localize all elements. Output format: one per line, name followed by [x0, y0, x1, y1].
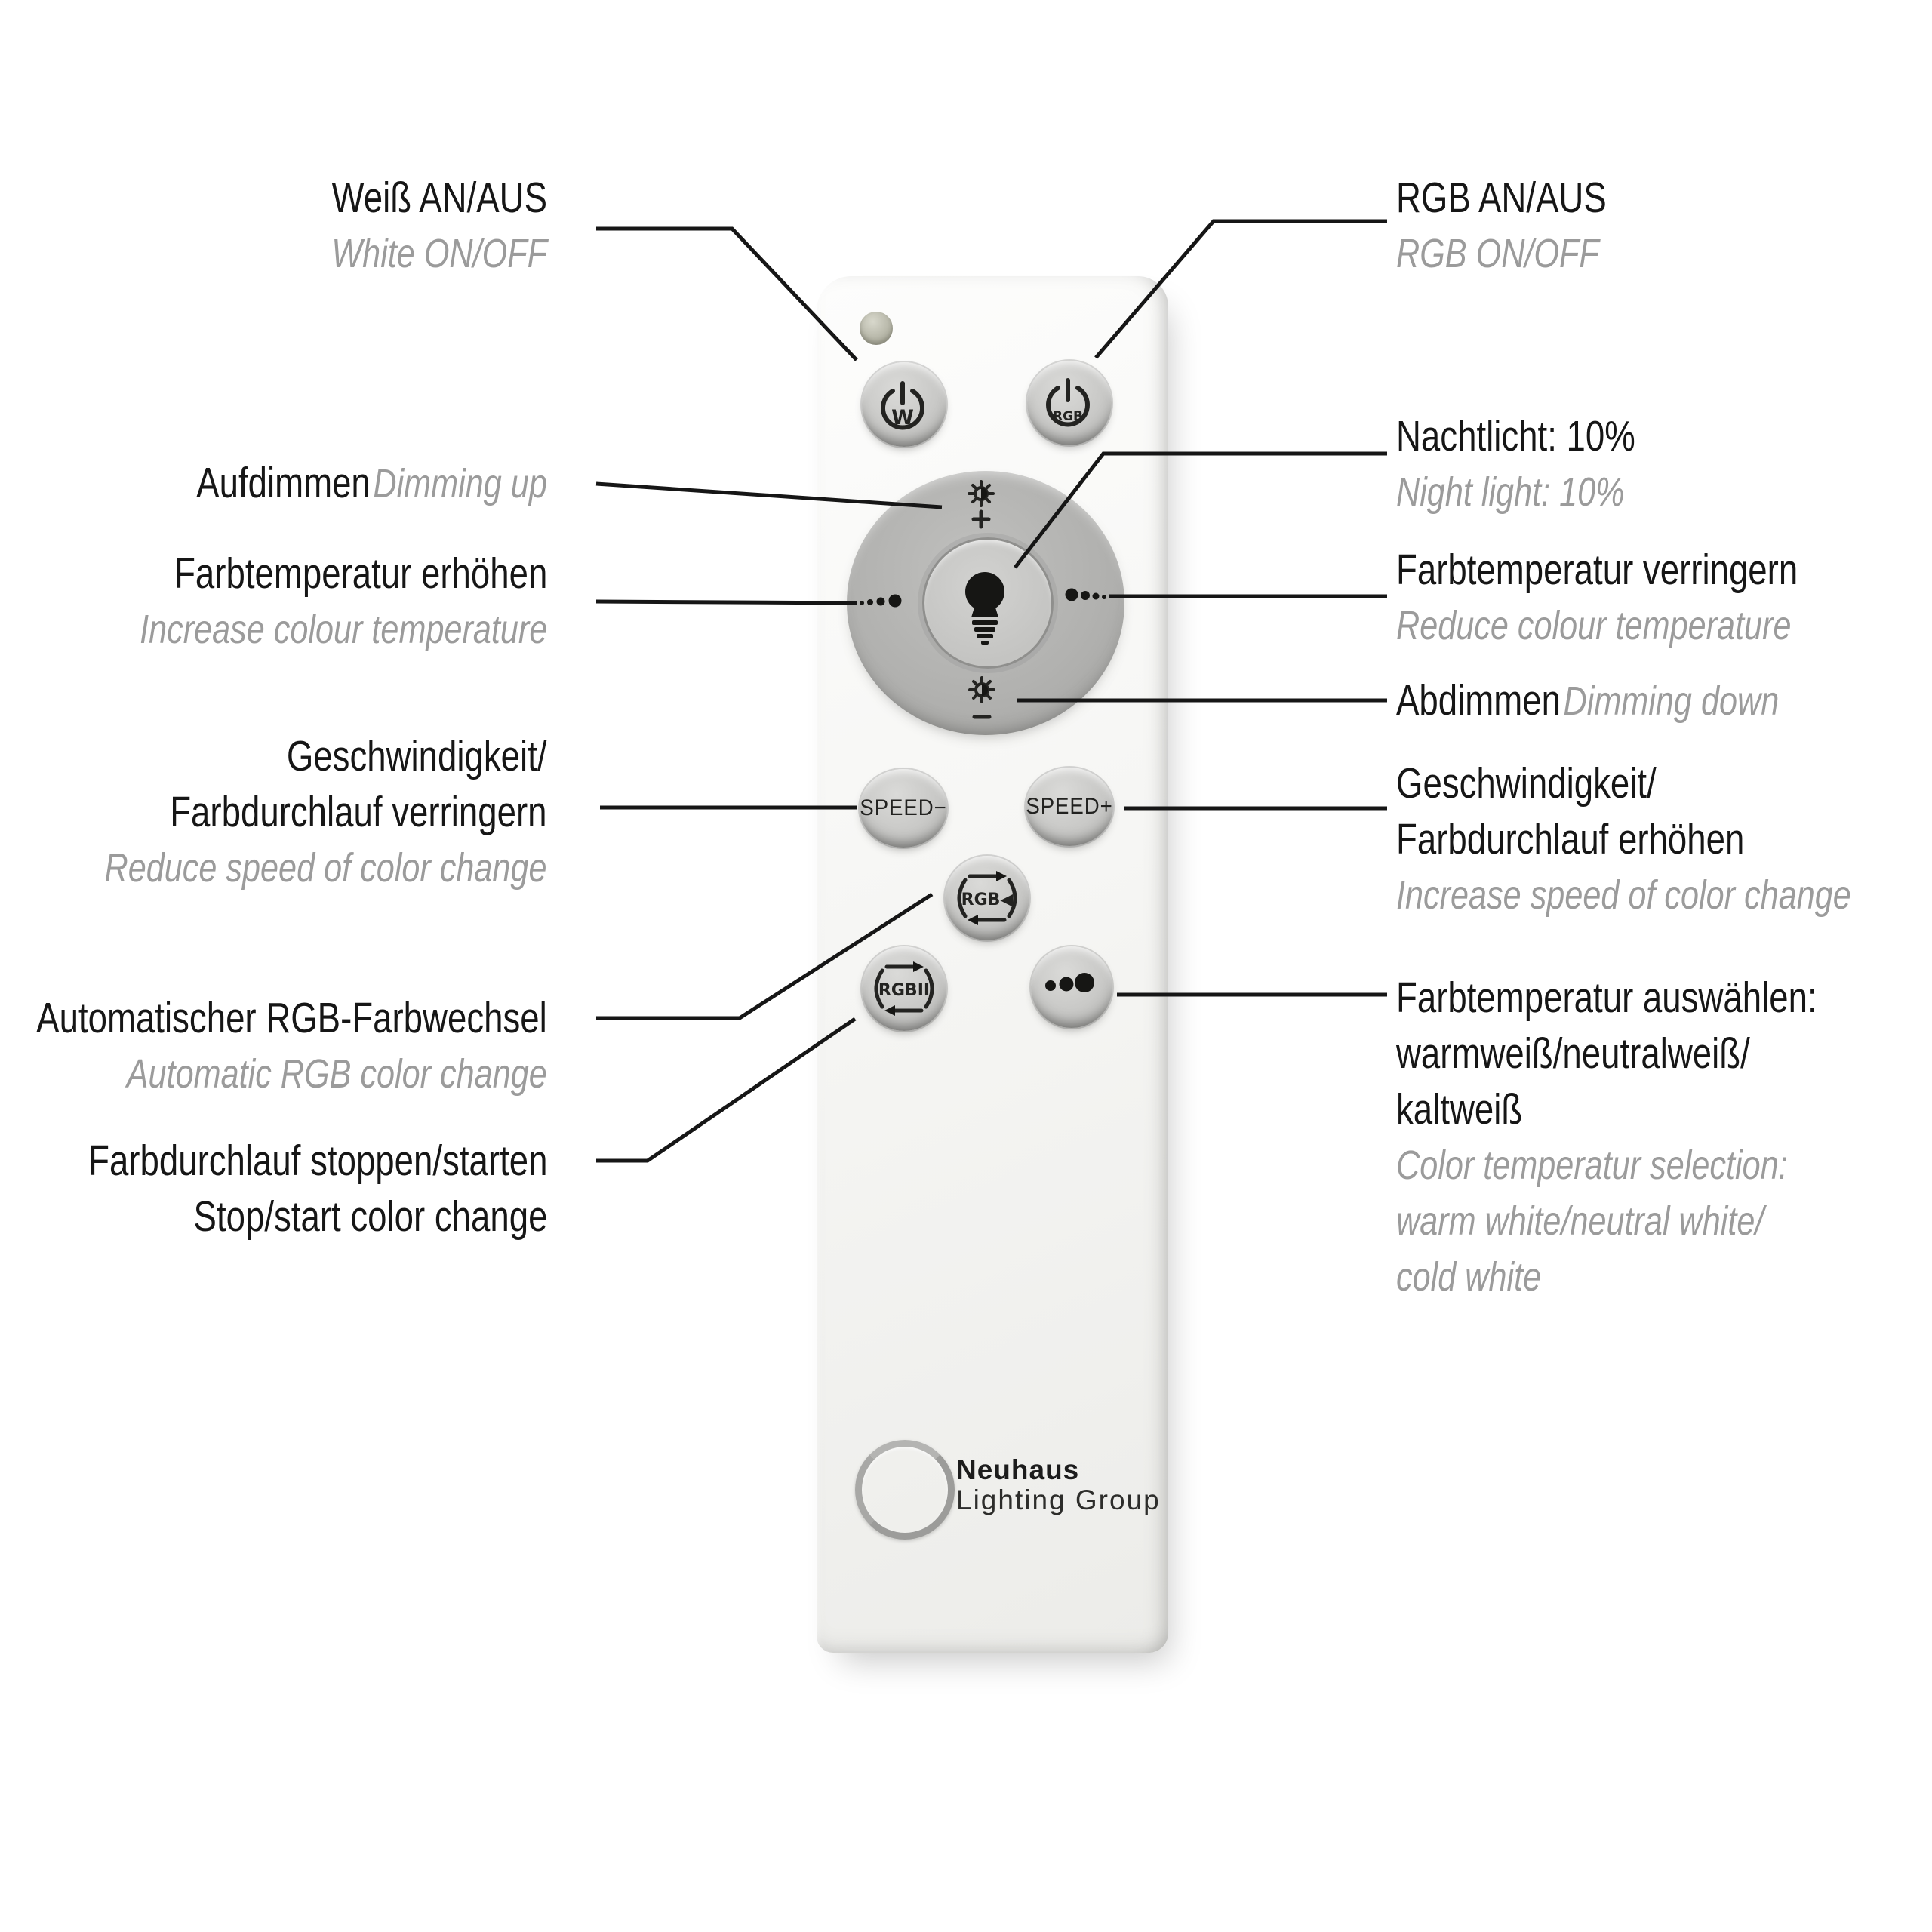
logo-brand-group: Lighting Group — [956, 1484, 1161, 1515]
label-white-on-off — [331, 170, 547, 281]
label-en: Night light: 10% — [1396, 469, 1625, 515]
speed-minus-label: SPEED− — [860, 795, 947, 820]
label-en: Reduce colour temperature — [1396, 603, 1792, 648]
label-en: Dimming up — [373, 461, 547, 506]
neuhaus-logo-ring-icon — [855, 1440, 955, 1540]
label-de: Automatischer RGB-Farbwechsel — [36, 994, 547, 1042]
speed-plus-label: SPEED+ — [1026, 794, 1113, 819]
label-en: RGB ON/OFF — [1396, 231, 1599, 276]
rgb-program-button[interactable] — [862, 946, 946, 1031]
label-de: Farbtemperatur verringern — [1396, 546, 1798, 594]
rgb-program-label: RGBII — [878, 981, 931, 1000]
label-de: Farbdurchlauf verringern — [170, 788, 547, 836]
power-white-button[interactable] — [862, 362, 946, 447]
logo-brand-name: Neuhaus — [956, 1454, 1080, 1485]
label-dimming-up — [196, 455, 547, 522]
remote-control-body — [817, 276, 1168, 1653]
power-rgb-button[interactable] — [1027, 361, 1112, 445]
label-en: Increase speed of color change — [1396, 872, 1851, 918]
label-en: White ON/OFF — [331, 231, 547, 276]
speed-minus-button[interactable] — [860, 769, 947, 848]
label-increase-speed — [1396, 755, 1851, 923]
speed-plus-button[interactable] — [1026, 768, 1113, 846]
label-de: Geschwindigkeit/ — [287, 732, 547, 780]
label-de: Farbtemperatur erhöhen — [174, 549, 547, 598]
power-rgb-letters: RGB — [1052, 409, 1084, 424]
night-light-center-button[interactable] — [922, 537, 1054, 669]
label-de: Aufdimmen — [196, 459, 371, 507]
label-en: Reduce speed of color change — [104, 845, 547, 891]
label-en: Stop/start color change — [193, 1192, 547, 1241]
label-en: Automatic RGB color change — [126, 1051, 547, 1097]
power-w-letter: W — [891, 406, 914, 429]
label-de: Farbtemperatur auswählen: — [1396, 974, 1817, 1022]
label-de: Weiß AN/AUS — [331, 174, 547, 222]
label-en: Color temperatur selection: — [1396, 1143, 1788, 1188]
label-en: Dimming down — [1563, 678, 1780, 724]
label-de: RGB AN/AUS — [1396, 174, 1607, 222]
label-stop-start — [88, 1133, 547, 1244]
label-en: Increase colour temperature — [139, 607, 547, 652]
status-led — [860, 312, 893, 345]
label-color-temp-select — [1396, 970, 1817, 1305]
label-de: kaltweiß — [1396, 1085, 1523, 1134]
label-increase-color-temp — [140, 546, 547, 657]
label-auto-rgb — [36, 990, 547, 1102]
rgb-cycle-button[interactable] — [945, 856, 1029, 940]
label-de: Farbdurchlauf stoppen/starten — [88, 1137, 547, 1185]
rgb-cycle-label: RGB◀ — [961, 891, 1014, 909]
color-temp-select-button[interactable] — [1031, 946, 1112, 1028]
label-de: Farbdurchlauf erhöhen — [1396, 815, 1745, 863]
label-de: Abdimmen — [1396, 676, 1561, 724]
label-dimming-down — [1396, 672, 1779, 740]
label-de: warmweiß/neutralweiß/ — [1396, 1029, 1750, 1078]
label-en: cold white — [1396, 1254, 1542, 1300]
label-reduce-color-temp — [1396, 542, 1798, 654]
label-night-light — [1396, 408, 1635, 520]
label-de: Nachtlicht: 10% — [1396, 412, 1635, 460]
label-de: Geschwindigkeit/ — [1396, 759, 1657, 808]
label-reduce-speed — [105, 728, 547, 896]
label-rgb-on-off — [1396, 170, 1607, 281]
label-en: warm white/neutral white/ — [1396, 1198, 1764, 1244]
